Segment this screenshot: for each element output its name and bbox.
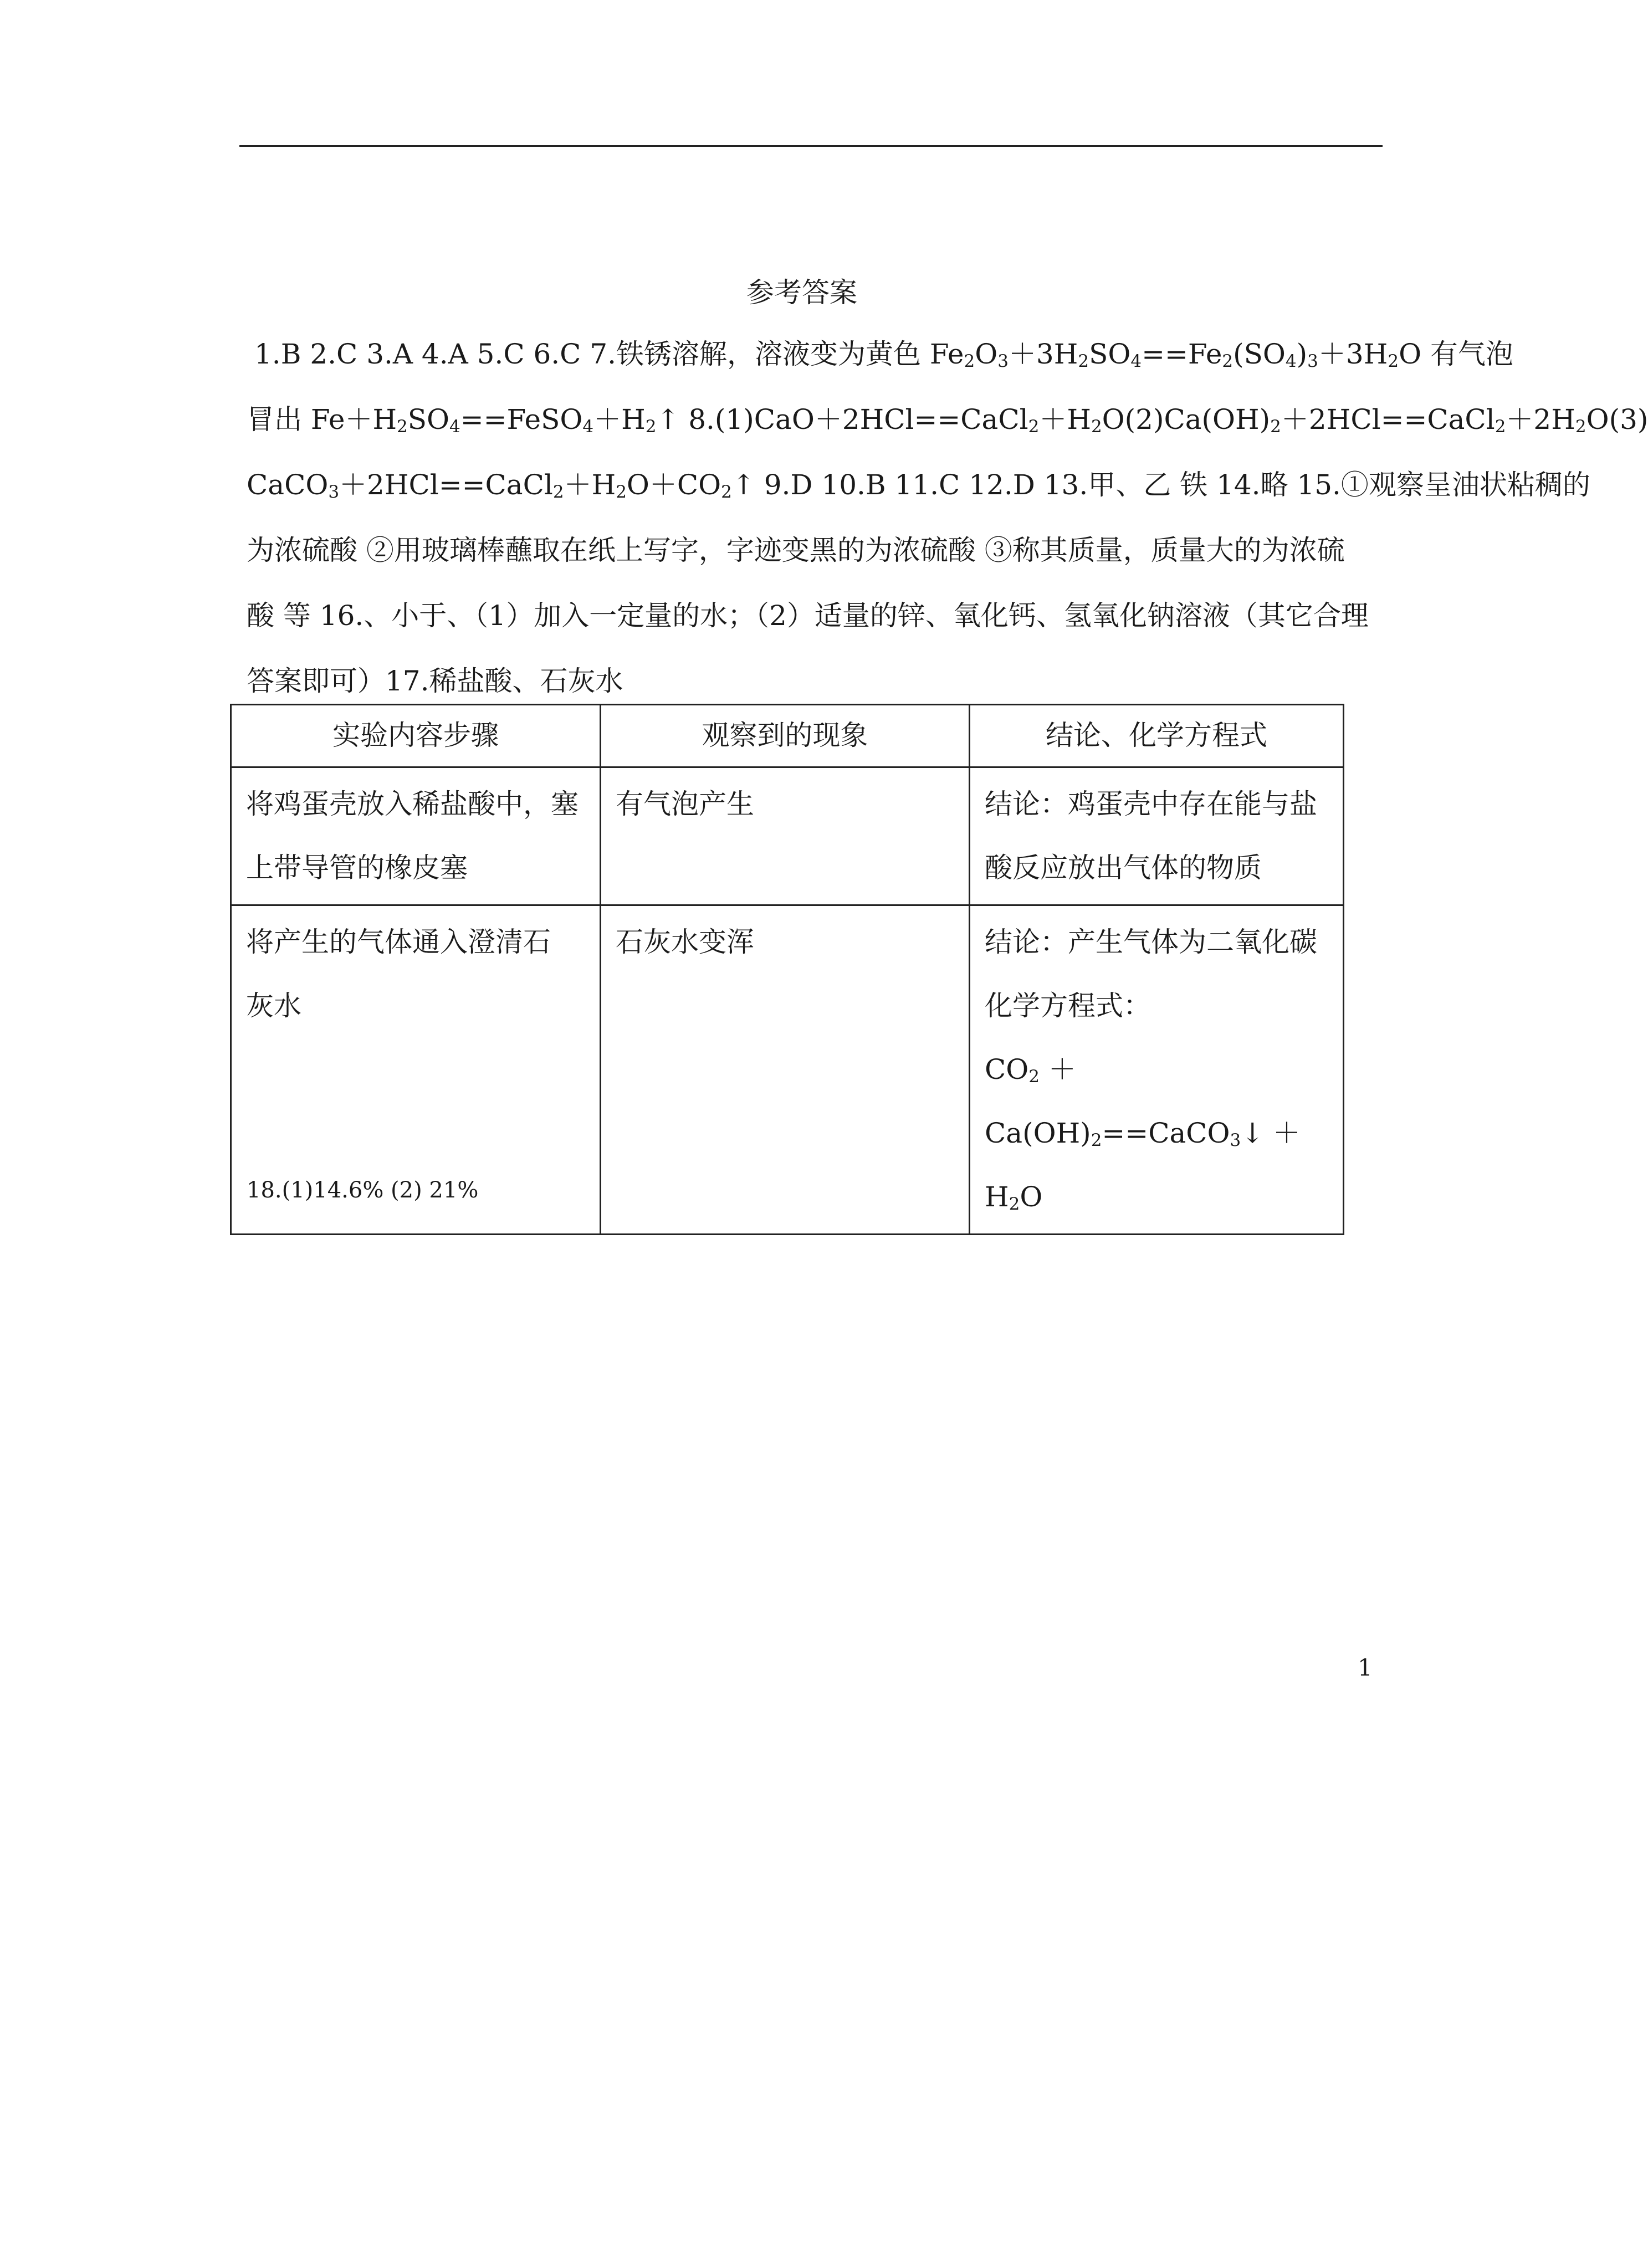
answer-18: 18.(1)14.6% (2) 21%: [247, 1177, 479, 1203]
cell-phenomenon: 石灰水变浑: [601, 905, 970, 1235]
subscript: 2: [1388, 351, 1399, 372]
subscript: 2: [1575, 417, 1586, 437]
table-header-row: [231, 705, 1344, 767]
answer-line: 答案即可）17.稀盐酸、石灰水: [247, 665, 623, 697]
cell-line: 化学方程式：: [985, 990, 1151, 1022]
cell-step: [231, 767, 601, 905]
cell-line: 酸反应放出气体的物质: [985, 852, 1262, 884]
answer-line: $CaCO_3+2HCl==CaCl_2+H_2O+CO_2↑$ 9.D 10.B 11.C 12.D 13.甲、乙 铁 14.略 15.①观察呈油状粘稠的: [247, 469, 1590, 503]
subscript: 2: [1028, 1067, 1040, 1087]
header-conclusion: 结论、化学方程式: [970, 705, 1344, 767]
answer-line: 酸 等 16.、小于、（1）加入一定量的水；（2）适量的锌、氧化钙、氢氧化钠溶液（其它合理: [247, 600, 1369, 632]
page-title: 参考答案: [746, 277, 857, 309]
answer-line: 为浓硫酸 ②用玻璃棒蘸取在纸上写字，字迹变黑的为浓硫酸 ③称其质量，质量大的为浓硫: [247, 534, 1345, 566]
subscript: 2: [1078, 351, 1089, 372]
cell-phenomenon: 有气泡产生: [601, 767, 970, 905]
subscript: 2: [1222, 351, 1234, 372]
cell-line: 将产生的气体通入澄清石: [246, 926, 551, 958]
subscript: 2: [1091, 1130, 1102, 1151]
subscript: 2: [645, 417, 657, 437]
subscript: 2: [964, 351, 975, 372]
cell-conclusion: [970, 905, 1344, 1235]
answer-line: 冒出 $Fe+H_2SO_4==FeSO_4+H_2↑$ $8.(1)CaO+2HCl==CaCl_2+H_2O(2)Ca(OH)_2+2HCl==CaCl_2+2H_2O(3)$: [247, 403, 1648, 437]
header-phenomenon: 观察到的现象: [601, 705, 970, 767]
answer-text: [247, 321, 1648, 714]
subscript: 4: [1285, 351, 1297, 372]
subscript: 2: [616, 482, 627, 503]
subscript: 3: [997, 351, 1009, 372]
page-number: 1: [1358, 1654, 1373, 1681]
equation-line: $H_2O$: [985, 1181, 1043, 1215]
cell-line: 结论：产生气体为二氧化碳: [985, 926, 1317, 958]
cell-line: 将鸡蛋壳放入稀盐酸中，塞: [246, 788, 579, 820]
answer-line: 1.B 2.C 3.A 4.A 5.C 6.C 7.铁锈溶解，溶液变为黄色 $Fe_2O_3+3H_2SO_4==Fe_2(SO_4)_3+3H_2O$ 有气泡: [254, 338, 1513, 372]
cell-line: 灰水: [246, 990, 301, 1022]
subscript: 3: [328, 482, 340, 503]
table-row: [231, 767, 1344, 905]
equation-line: $CO_2$ ＋ $Ca(OH)_2==CaCO_3↓$ ＋: [985, 1053, 1301, 1151]
subscript: 4: [1130, 351, 1142, 372]
experiment-table: [230, 704, 1344, 1235]
subscript: 2: [397, 417, 408, 437]
cell-line: 上带导管的橡皮塞: [246, 852, 468, 884]
cell-line: 结论：鸡蛋壳中存在能与盐: [985, 788, 1317, 820]
subscript: 2: [721, 482, 732, 503]
subscript: 2: [1091, 417, 1102, 437]
subscript: 2: [552, 482, 564, 503]
subscript: 2: [1270, 417, 1281, 437]
subscript: 4: [449, 417, 460, 437]
header-step: 实验内容步骤: [231, 705, 601, 767]
subscript: 3: [1307, 351, 1318, 372]
subscript: 3: [1230, 1130, 1241, 1151]
cell-conclusion: [970, 767, 1344, 905]
subscript: 4: [582, 417, 594, 437]
subscript: 2: [1009, 1194, 1020, 1215]
subscript: 2: [1495, 417, 1506, 437]
header-rule: [239, 145, 1383, 147]
subscript: 2: [1028, 417, 1040, 437]
